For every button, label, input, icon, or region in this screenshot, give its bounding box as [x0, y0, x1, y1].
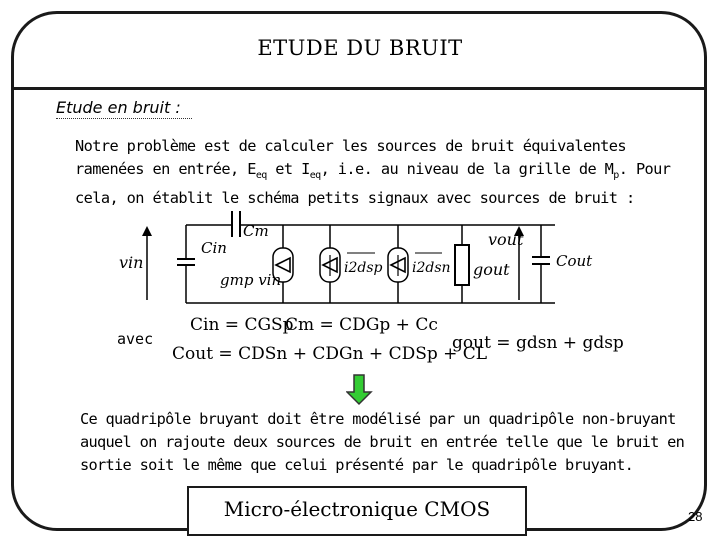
intro-line-1: Notre problème est de calculer les sources de bruit équivalentes: [75, 137, 627, 155]
equation-cin: Cin = CGSp: [190, 315, 294, 335]
equation-cout: Cout = CDSn + CDGn + CDSp + CL: [172, 344, 488, 364]
down-arrow-icon: [346, 374, 374, 406]
conclusion-paragraph: [80, 408, 700, 477]
equation-gout: gout = gdsn + gdsp: [452, 333, 624, 353]
gm-label: gmp vin: [220, 271, 282, 289]
idsn-label: i2dsn: [412, 260, 451, 276]
conclusion-line-1: Ce quadripôle bruyant doit être modélisé par un quadripôle non-bruyant: [80, 410, 676, 428]
slide-title: ETUDE DU BRUIT: [257, 36, 463, 60]
gout-label: gout: [473, 260, 510, 279]
conclusion-line-2: auquel on rajoute deux sources de bruit en entrée telle que le bruit en: [80, 433, 685, 451]
cin-label: Cin: [201, 239, 227, 257]
avec-label: avec: [117, 330, 154, 348]
cm-label: Cm: [243, 222, 269, 240]
page-number: 28: [688, 509, 703, 524]
equation-cm: Cm = CDGp + Cc: [285, 315, 438, 335]
section-heading: Etude en bruit :: [56, 98, 192, 119]
vin-label: vin: [119, 253, 144, 272]
conclusion-line-3: sortie soit le même que celui présenté par le quadripôle bruyant.: [80, 456, 634, 474]
idsp-label: i2dsp: [344, 260, 383, 276]
vout-label: vout: [488, 230, 524, 249]
intro-line-2: ramenées en entrée, $E_{eq}$ et $I_{eq}$, i.e. au niveau de la grille de $M_p$. Pour: [75, 160, 671, 182]
footer-title: Micro-électronique CMOS: [223, 497, 491, 521]
cout-label: Cout: [556, 252, 593, 270]
intro-line-3: cela, on établit le schéma petits signaux avec sources de bruit :: [75, 189, 635, 208]
